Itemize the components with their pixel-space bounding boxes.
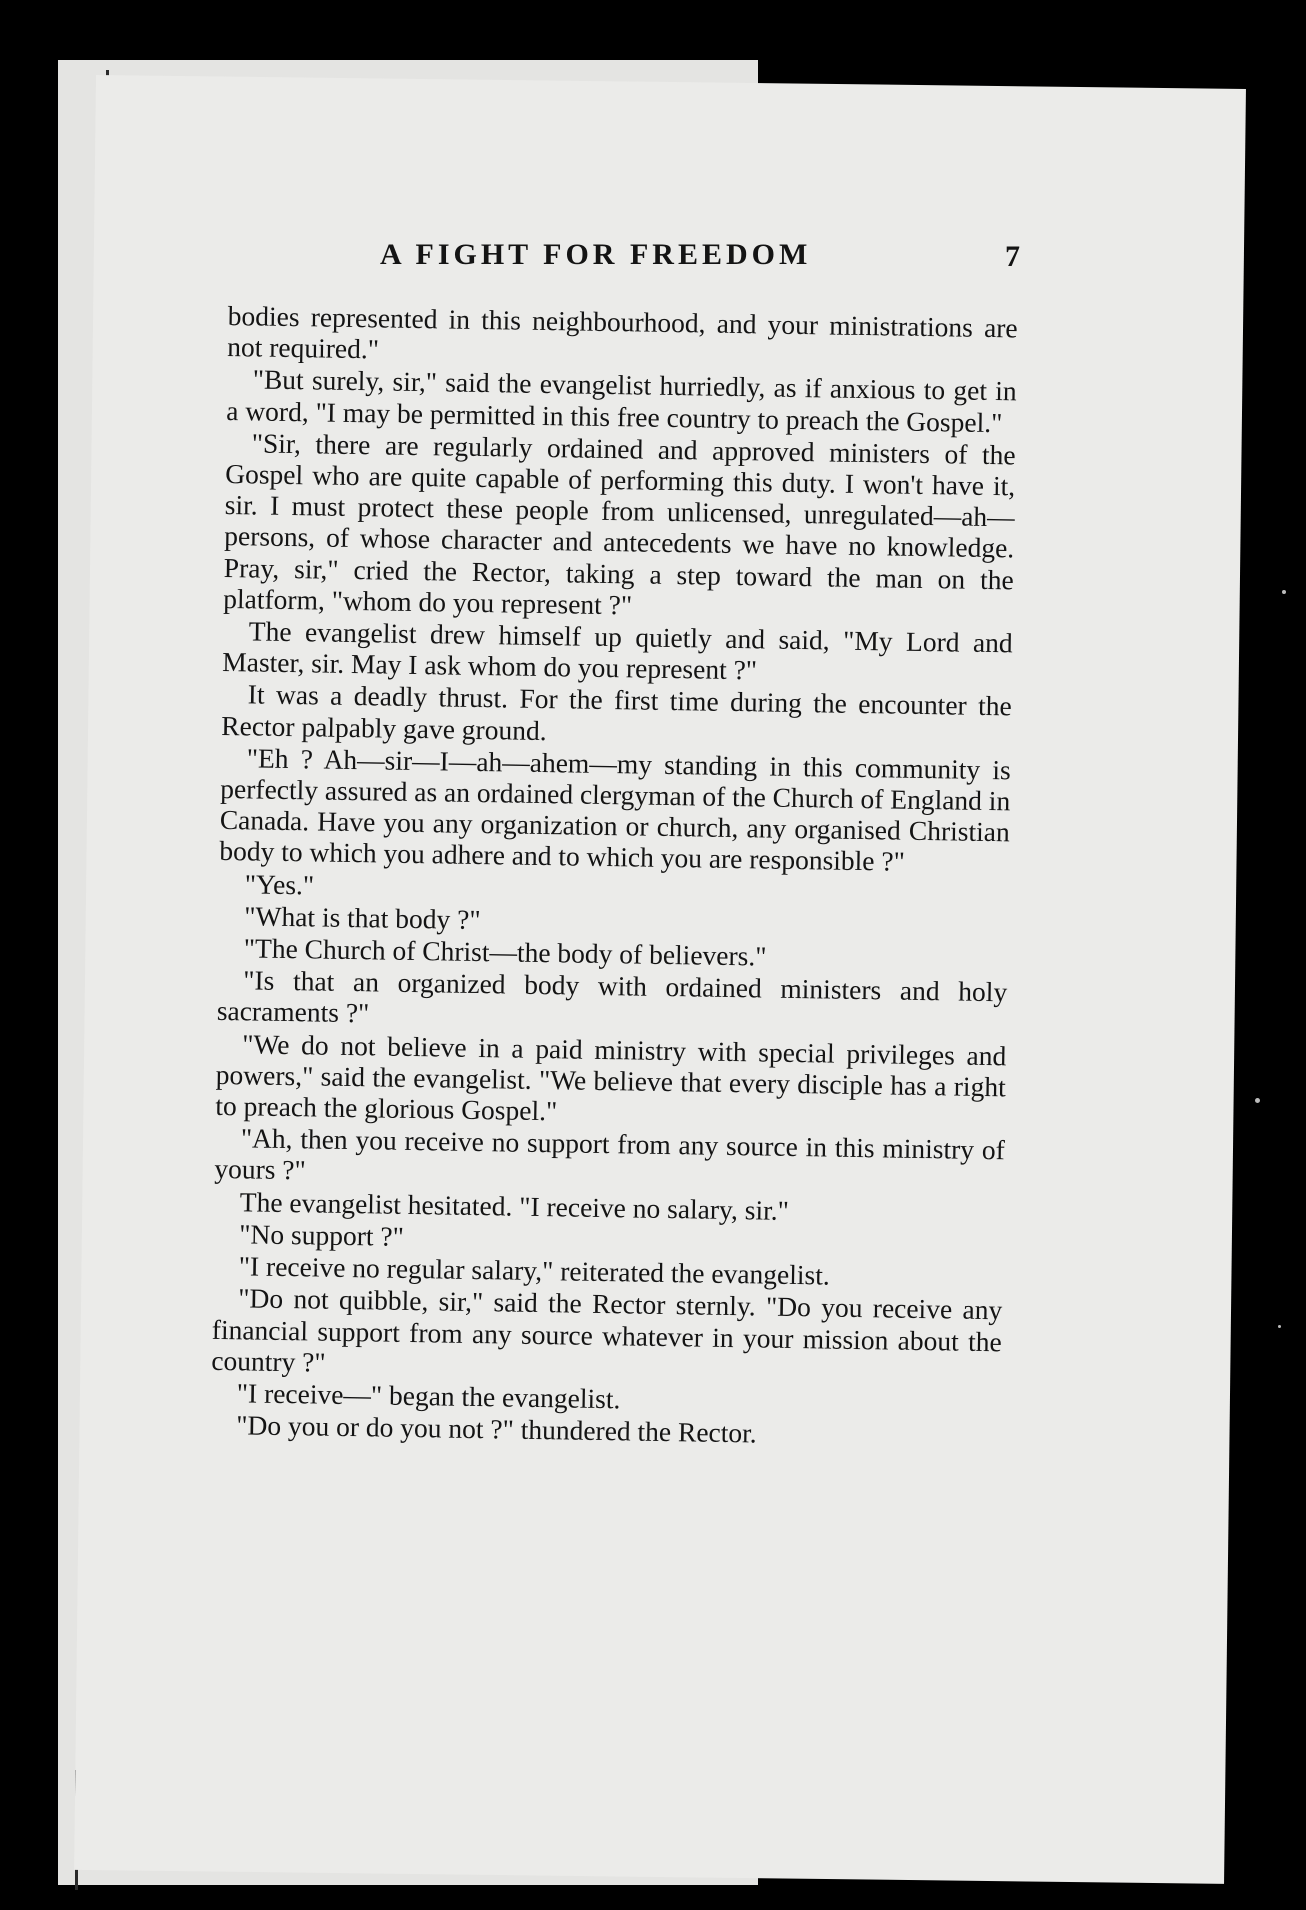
paragraph: "Do you or do you not ?" thundered the Rector. [236, 1409, 757, 1449]
paragraph: "But surely, sir," said the evangelist hurriedly, as if anxious to get in a word, "I may be permitted in this free country to preach the Gospel." [226, 363, 1017, 438]
paragraph: The evangelist hesitated. "I receive no salary, sir." [239, 1185, 790, 1226]
paragraph: "Eh ? Ah—sir—I—ah—ahem—my standing in this community is perfectly assured as an ordained clergyman of the Church of England in Canada. Have you any organization or church, any organised Christian body to which you adhere and to which you are responsible ?" [219, 742, 1011, 878]
paragraph: "I receive—" began the evangelist. [236, 1377, 621, 1415]
paragraph: "Yes." [244, 867, 315, 901]
paragraph: It was a deadly thrust. For the first time during the encounter the Rector palpably gave ground. [221, 678, 1012, 746]
body-text [210, 300, 1018, 1454]
running-title: A FIGHT FOR FREEDOM [380, 238, 812, 271]
paragraph: "Do not quibble, sir," said the Rector sternly. "Do you receive any financial support from any source whatever in your mission about the country ?" [211, 1282, 1003, 1378]
paragraph: "We do not believe in a paid ministry with special privileges and powers," said the evangelist. "We believe that every disciple has a right to preach the glorious Gospel." [215, 1027, 1007, 1127]
paragraph: "I receive no regular salary," reiterated the evangelist. [238, 1250, 831, 1291]
paragraph: "No support ?" [239, 1218, 405, 1252]
paragraph: "Ah, then you receive no support from any source in this ministry of yours ?" [214, 1122, 1005, 1186]
paragraph: "Is that an organized body with ordained ministers and holy sacraments ?" [216, 964, 1008, 1029]
page-number: 7 [1005, 240, 1020, 273]
page-header [380, 238, 1020, 288]
paragraph: bodies represented in this n⁠⁠eighbourhood, and your ministrations are not required." [227, 300, 1018, 365]
scan-speck [1282, 590, 1286, 594]
paragraph: "Sir, there are regularly ordained and approved ministers of the Gospel who are quite capable of performing this duty. I won't have it, sir. I must protect these people from unlicensed, unregulated—ah—persons, of whose character and antecedents we have no knowledge. Pray, sir," cried the Rector, taking a step toward the man on the platform, "whom do you represent ?" [223, 427, 1016, 621]
paragraph: "The Church of Christ—the body of believers." [243, 932, 767, 972]
paragraph: The evangelist drew himself up quietly and said, "My Lord and Master, sir. May I ask whom do you represent ?" [222, 615, 1013, 686]
paragraph: "What is that body ?" [244, 900, 481, 935]
scan-speck [1255, 1098, 1260, 1103]
scan-speck [1278, 1325, 1281, 1328]
